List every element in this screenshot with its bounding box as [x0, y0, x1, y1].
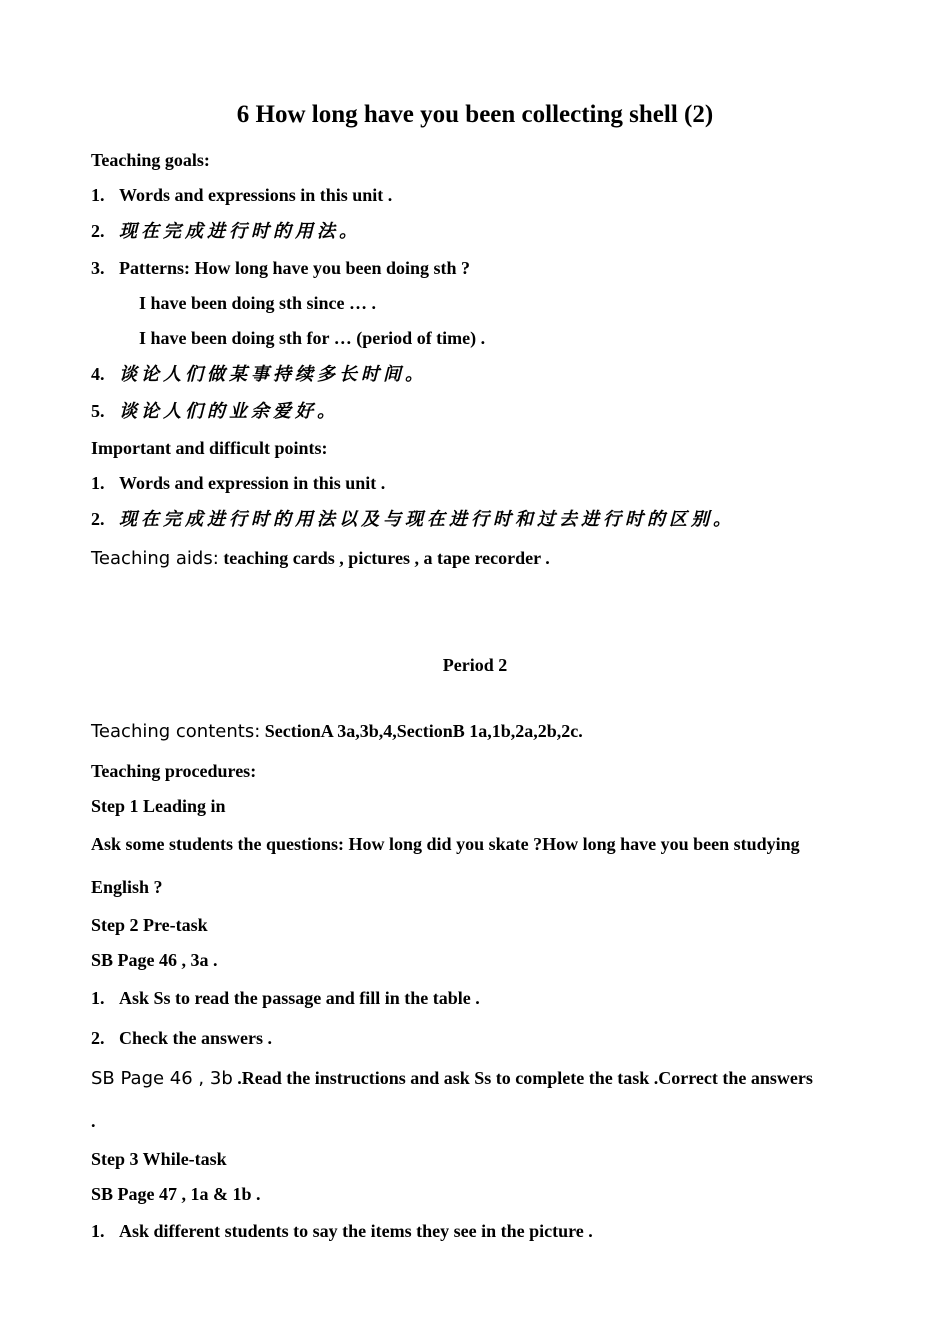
list-text: 谈论人们做某事持续多长时间。 — [119, 364, 427, 384]
pattern-line-1: I have been doing sth since … . — [139, 293, 377, 313]
list-text: 现在完成进行时的用法。 — [119, 221, 361, 241]
teaching-aids — [91, 547, 550, 570]
list-text: Check the answers . — [119, 1028, 272, 1048]
step3-heading: Step 3 While-task — [91, 1149, 227, 1169]
teaching-contents-text: SectionA 3a,3b,4,SectionB 1a,1b,2a,2b,2c. — [260, 721, 583, 741]
step2-page-ref: SB Page 46 , 3a . — [91, 950, 218, 970]
step2-item-2 — [91, 1027, 272, 1049]
teaching-contents-label: Teaching contents: — [91, 721, 261, 742]
goal-item-5 — [91, 400, 339, 422]
list-number: 2. — [91, 509, 105, 529]
list-text: Words and expression in this unit . — [119, 473, 386, 493]
list-text: 现在完成进行时的用法以及与现在进行时和过去进行时的区别。 — [119, 509, 735, 529]
page-title: 6 How long have you been collecting shell (2) — [236, 101, 714, 128]
step2-page-ref2-tail: . — [91, 1111, 96, 1131]
list-text: Ask Ss to read the passage and fill in the table . — [119, 988, 480, 1008]
list-text: Patterns: How long have you been doing sth ? — [119, 258, 471, 278]
step3-page-ref: SB Page 47 , 1a & 1b . — [91, 1184, 261, 1204]
list-number: 2. — [91, 1028, 105, 1048]
step3-item-1 — [91, 1220, 593, 1242]
list-number: 5. — [91, 401, 105, 421]
step2-page-ref2 — [91, 1067, 813, 1090]
page-ref2-label: SB Page 46 , 3b — [91, 1068, 233, 1089]
page-ref2-text: .Read the instructions and ask Ss to complete the task .Correct the answers — [232, 1068, 813, 1088]
important-points-heading: Important and difficult points: — [91, 438, 328, 458]
list-number: 1. — [91, 988, 105, 1008]
list-number: 3. — [91, 258, 105, 278]
list-number: 1. — [91, 1221, 105, 1241]
step2-item-1 — [91, 987, 480, 1009]
teaching-aids-label: Teaching aids: — [91, 548, 219, 569]
procedures-heading: Teaching procedures: — [91, 761, 257, 781]
list-text: Words and expressions in this unit . — [119, 185, 393, 205]
period-heading: Period 2 — [442, 655, 508, 675]
goal-item-1 — [91, 184, 392, 206]
teaching-contents — [91, 720, 583, 743]
goal-item-2 — [91, 220, 361, 242]
teaching-goals-heading: Teaching goals: — [91, 150, 210, 170]
goal-item-4 — [91, 363, 427, 385]
step1-text-line1: Ask some students the questions: How long did you skate ?How long have you been studying — [91, 834, 800, 854]
list-number: 1. — [91, 185, 105, 205]
list-number: 2. — [91, 221, 105, 241]
step1-text-line2: English ? — [91, 877, 163, 897]
teaching-aids-text: teaching cards , pictures , a tape recorder . — [218, 548, 550, 568]
step1-heading: Step 1 Leading in — [91, 796, 226, 816]
point-item-1 — [91, 472, 385, 494]
point-item-2 — [91, 508, 735, 530]
list-number: 4. — [91, 364, 105, 384]
list-text: Ask different students to say the items they see in the picture . — [119, 1221, 593, 1241]
list-text: 谈论人们的业余爱好。 — [119, 401, 339, 421]
list-number: 1. — [91, 473, 105, 493]
goal-item-3 — [91, 257, 470, 279]
pattern-line-2: I have been doing sth for … (period of time) . — [139, 328, 486, 348]
step2-heading: Step 2 Pre-task — [91, 915, 208, 935]
